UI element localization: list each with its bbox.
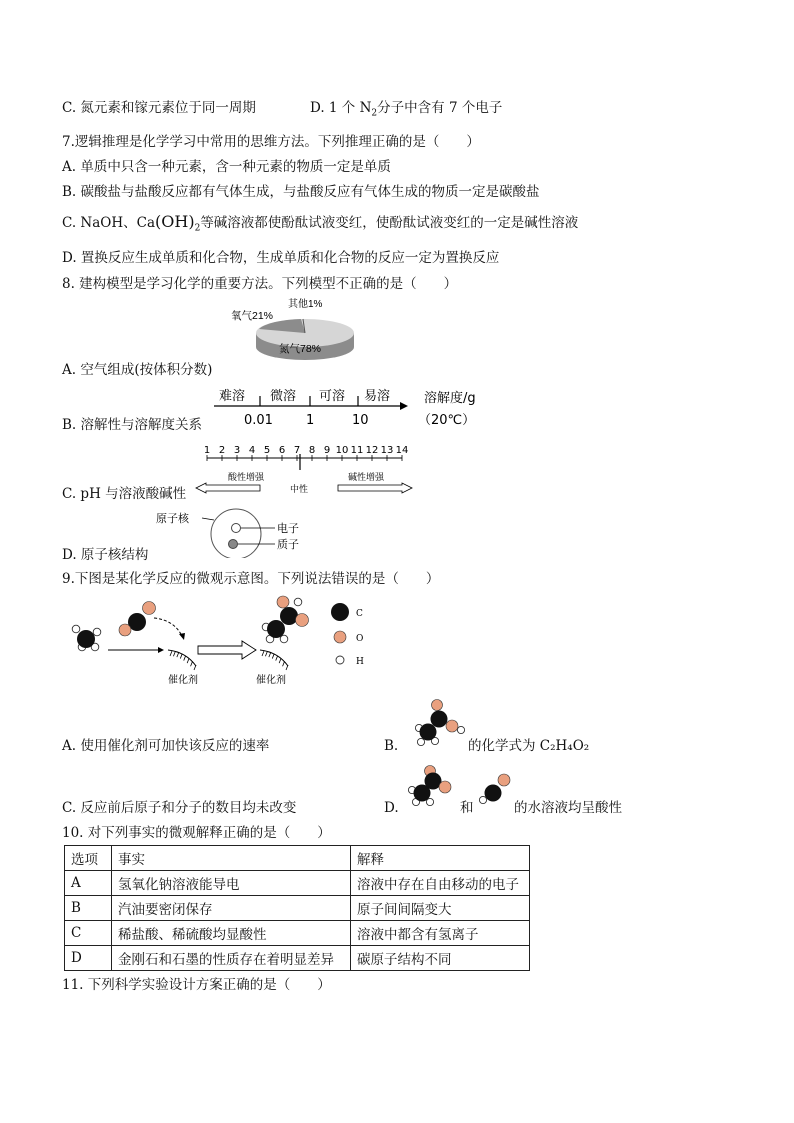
electron-circle [232,524,241,533]
product-molecule [262,596,308,643]
proton-circle [229,540,238,549]
ph-tick-label: 10 [335,445,349,456]
table-cell: 氢氧化钠溶液能导电 [112,871,351,896]
q9-option-d-text: 的水溶液均呈酸性 [514,800,622,816]
ph-tick-label: 5 [263,445,271,456]
q7-option-c-text: C. NaOH、Ca [62,215,156,231]
q9-option-b-text: 的化学式为 C₂H₄O₂ [468,738,590,754]
catalyst-hatch-mark [170,651,172,656]
solubility-value-2: 10 [352,413,369,428]
table-cell: 溶液中存在自由移动的电子 [351,871,530,896]
ph-tick-label: 6 [278,445,286,456]
ph-tick-label: 12 [365,445,379,456]
reactant-molecule-1 [72,625,101,651]
ph-neutral-label: 中性 [290,485,309,494]
ph-tick-label: 11 [350,445,364,456]
catalyst-surface-1 [168,650,196,670]
legend-carbon-icon [331,603,349,621]
adsorb-arrow [154,618,182,636]
q7-option-c-subscript: 2 [194,223,201,234]
solubility-temperature: （20℃） [418,413,476,428]
pie-label-nitrogen: 氮气78% [279,343,322,355]
catalyst-hatch-mark [272,654,274,659]
q6-option-d-text-end: 分子中含有 7 个电子 [377,100,503,116]
solubility-label-3: 易溶 [364,389,391,404]
solubility-axis-arrow [400,402,408,410]
catalyst-hatch-mark [262,651,264,656]
ph-tick-label: 3 [233,445,241,456]
nucleus-pointer [202,518,214,520]
table-row [65,946,530,971]
acetic-acid-molecule-b [405,698,467,750]
table-header-row [65,846,530,871]
q9-option-a: A. 使用催化剂可加快该反应的速率 [62,738,270,754]
proton-label: 质子 [277,538,299,551]
reactant-molecule-2 [119,602,156,637]
q7-option-c [62,213,578,238]
ph-acid-label: 酸性增强 [228,473,265,483]
catalyst-hatch-mark [286,665,288,670]
ph-tick-label: 1 [203,445,211,456]
table-cell: B [65,896,112,921]
ph-tick-label: 13 [380,445,394,456]
table-cell: 碳原子结构不同 [351,946,530,971]
base-arrow [338,483,412,493]
solubility-value-0: 0.01 [244,413,273,428]
catalyst-hatch-mark [269,652,271,657]
q6-option-d [310,99,502,123]
q7-option-c-text-end: 等碱溶液都使酚酞试液变红，使酚酞试液变红的一定是碱性溶液 [200,215,579,231]
catalyst-label-1: 催化剂 [168,675,198,686]
reaction-arrow [198,641,256,659]
catalyst-surface-2 [260,650,288,670]
table-header-cell: 选项 [65,846,112,871]
solubility-value-1: 1 [306,413,315,428]
q9-stem: 9.下图是某化学反应的微观示意图。下列说法错误的是（ ） [62,571,440,587]
table-row [65,871,530,896]
q10-table [64,845,530,971]
table-cell: 汽油要密闭保存 [112,896,351,921]
reaction-micro-diagram [62,594,392,690]
q9-option-d-and: 和 [460,800,474,816]
table-cell: 溶液中都含有氢离子 [351,921,530,946]
q7-option-b: B. 碳酸盐与盐酸反应都有气体生成，与盐酸反应有气体生成的物质一定是碳酸盐 [62,184,540,200]
legend-hydrogen-label: H [356,657,364,667]
q9-option-c: C. 反应前后原子和分子的数目均未改变 [62,800,297,816]
q8-option-d: D. 原子核结构 [62,547,149,563]
q6-option-d-subscript: 2 [371,108,378,119]
catalyst-hatch-mark [265,651,267,656]
ph-tick-label: 2 [218,445,226,456]
legend-carbon-label: C [356,609,363,619]
q11-stem: 11. 下列科学实验设计方案正确的是（ ） [62,977,331,993]
pie-label-other: 其他1% [288,299,323,310]
catalyst-hatch-mark [173,651,175,656]
catalyst-hatch-mark [177,652,179,657]
q7-option-d: D. 置换反应生成单质和化合物，生成单质和化合物的反应一定为置换反应 [62,250,500,266]
table-cell: D [65,946,112,971]
solubility-label-2: 可溶 [319,389,346,404]
solubility-label-1: 微溶 [270,389,297,404]
legend-oxygen-icon [334,631,346,643]
catalyst-hatch-mark [194,665,196,670]
table-header-cell: 事实 [112,846,351,871]
q8-option-a: A. 空气组成(按体积分数) [62,362,213,378]
ph-tick-label: 8 [308,445,316,456]
legend-hydrogen-icon [336,656,344,664]
q8-stem: 8. 建构模型是学习化学的重要方法。下列模型不正确的是（ ） [62,276,458,292]
table-row [65,921,530,946]
table-cell: A [65,871,112,896]
solubility-label-0: 难溶 [219,389,246,404]
ph-tick-label: 14 [395,445,409,456]
q7-stem: 7.逻辑推理是化学学习中常用的思维方法。下列推理正确的是（ ） [62,134,480,150]
table-cell: C [65,921,112,946]
catalyst-hatch-mark [184,656,186,661]
table-cell: 金刚石和石墨的性质存在着明显差异 [112,946,351,971]
catalyst-hatch-mark [279,658,281,663]
q10-stem: 10. 对下列事实的微观解释正确的是（ ） [62,825,331,841]
ph-tick-label: 4 [248,445,256,456]
electron-label: 电子 [277,522,299,535]
ph-tick-label: 7 [293,445,301,456]
pie-label-oxygen: 氧气21% [231,310,274,322]
legend-oxygen-label: O [356,634,364,644]
q7-option-a: A. 单质中只含一种元素，含一种元素的物质一定是单质 [62,159,391,175]
q6-option-c: C. 氮元素和镓元素位于同一周期 [62,100,256,116]
q8-option-b: B. 溶解性与溶解度关系 [62,417,203,433]
table-cell: 稀盐酸、稀硫酸均显酸性 [112,921,351,946]
nucleus-label: 原子核 [156,512,189,525]
ph-base-label: 碱性增强 [348,473,385,483]
catalyst-label-2: 催化剂 [256,675,286,686]
air-composition-pie-chart [225,292,360,370]
catalyst-hatch-mark [283,661,285,666]
q9-option-b-label: B. [384,738,399,754]
atom-legend [331,603,364,667]
q9-option-d-label: D. [384,800,399,816]
acid-arrow [196,483,260,493]
q8-option-c: C. pH 与溶液酸碱性 [62,486,187,502]
co-molecule-d [478,772,514,806]
table-row [65,896,530,921]
catalyst-hatch-mark [180,654,182,659]
ph-tick-label: 9 [323,445,331,456]
ph-scale-diagram [190,442,420,494]
acetic-acid-molecule-d [400,764,456,808]
table-header-cell: 解释 [351,846,530,871]
catalyst-hatch-mark [276,656,278,661]
catalyst-hatch-mark [187,658,189,663]
solubility-scale-diagram [210,384,500,430]
nucleus-circle [211,509,261,558]
table-cell: 原子间间隔变大 [351,896,530,921]
nucleus-model-diagram [150,504,310,558]
solubility-unit: 溶解度/g [424,391,476,406]
q6-option-d-text: D. 1 个 N [310,100,372,116]
q7-option-c-formula: (OH) [155,212,195,231]
catalyst-hatch-mark [191,661,193,666]
ph-tick-labels [204,445,409,456]
